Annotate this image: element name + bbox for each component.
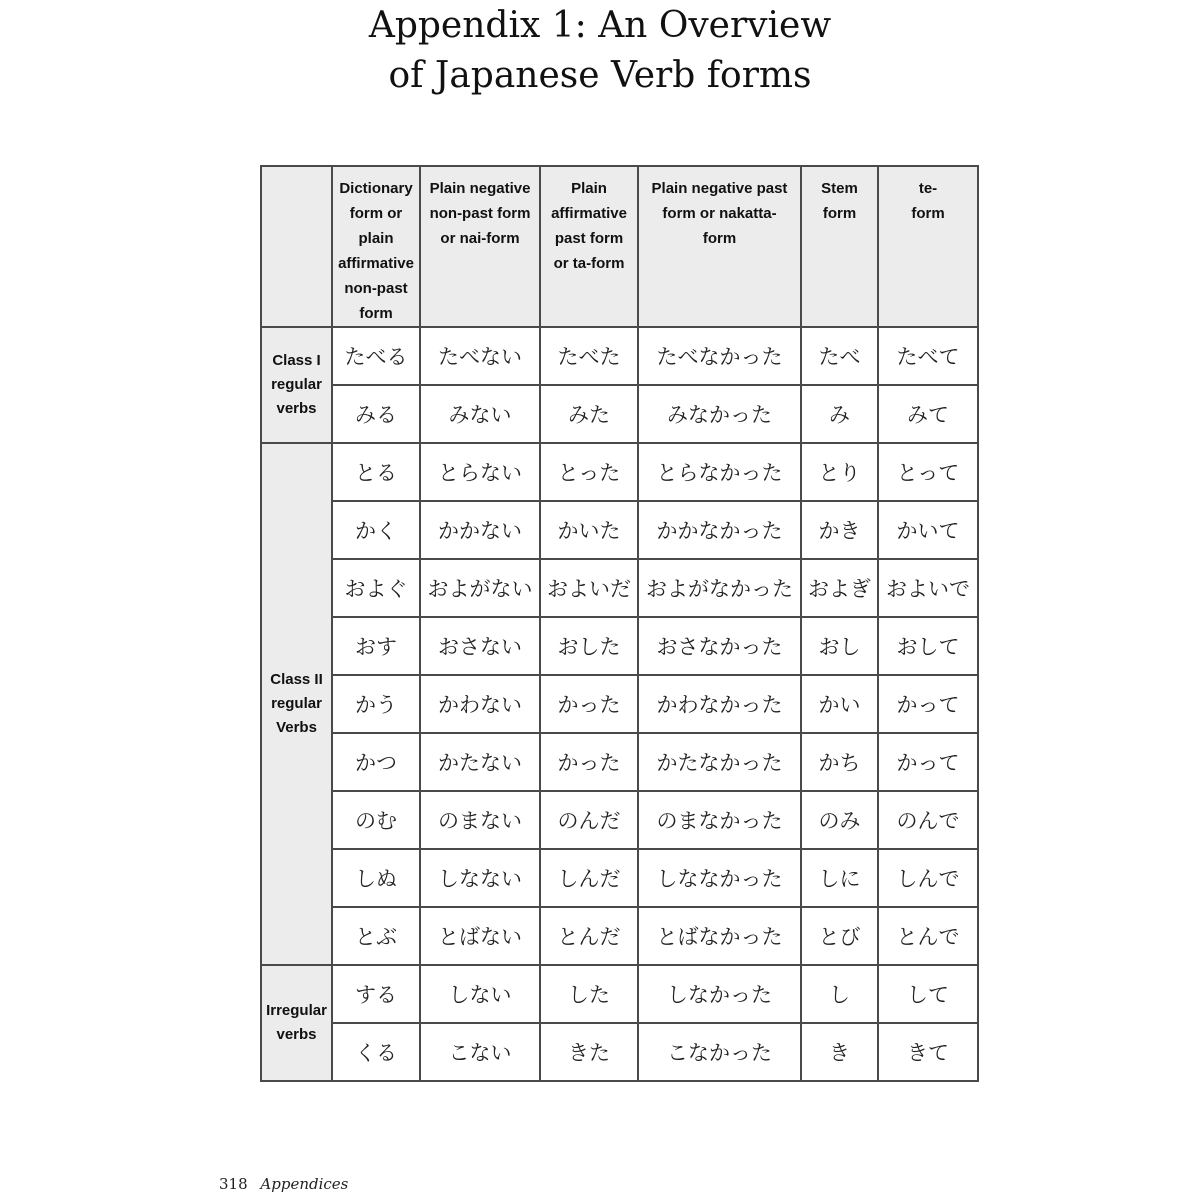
verb-form-cell: のみ [801,791,878,849]
verb-form-cell: しない [420,965,540,1023]
verb-class-label-line: regular [271,376,322,393]
column-header [420,166,540,327]
verb-form-cell: たべた [540,327,638,385]
verb-form-cell: とって [878,443,978,501]
verb-form-cell: おさない [420,617,540,675]
verb-form-cell: おし [801,617,878,675]
verb-form-cell: みなかった [638,385,801,443]
verb-form-cell: とり [801,443,878,501]
table-row [261,791,978,849]
column-header [801,166,878,327]
verb-form-cell: みない [420,385,540,443]
verb-class-label-line: verbs [276,400,317,417]
verb-form-cell: しなかった [638,965,801,1023]
verb-form-cell: した [540,965,638,1023]
verb-form-cell: とぶ [332,907,420,965]
verb-form-cell: およいだ [540,559,638,617]
verb-form-cell: かった [540,675,638,733]
verb-form-cell: かかなかった [638,501,801,559]
verb-class-label [261,443,332,965]
verb-class-label-line: Verbs [276,719,317,736]
verb-form-cell: きた [540,1023,638,1081]
verb-form-cell: おす [332,617,420,675]
verb-form-cell: のむ [332,791,420,849]
verb-form-cell: して [878,965,978,1023]
table-row [261,501,978,559]
column-header-line: form [822,205,857,222]
verb-form-cell: たべて [878,327,978,385]
column-header-line: form or [349,205,403,222]
verb-form-cell: とらなかった [638,443,801,501]
column-header [540,166,638,327]
column-header-line: te- [918,180,938,197]
verb-form-cell: とび [801,907,878,965]
verb-form-cell: たべなかった [638,327,801,385]
column-header-line: Plain negative past [651,180,788,197]
table-row [261,559,978,617]
column-header [332,166,420,327]
table-row [261,385,978,443]
verb-form-cell: こなかった [638,1023,801,1081]
verb-form-cell: かち [801,733,878,791]
verb-forms-table [260,165,979,1082]
verb-form-cell: のんだ [540,791,638,849]
verb-form-cell: かって [878,675,978,733]
verb-form-cell: のまなかった [638,791,801,849]
verb-form-cell: およぎ [801,559,878,617]
verb-form-cell: かつ [332,733,420,791]
column-header-line: non-past [344,280,408,297]
verb-form-cell: みる [332,385,420,443]
verb-form-cell: しんだ [540,849,638,907]
verb-form-cell: およがなかった [638,559,801,617]
column-header [261,166,332,327]
table-row [261,327,978,385]
verb-class-label-line: Class II [270,671,323,688]
verb-form-cell: き [801,1023,878,1081]
verb-form-cell: かかない [420,501,540,559]
verb-form-cell: かたなかった [638,733,801,791]
verb-form-cell: おした [540,617,638,675]
verb-form-cell: みて [878,385,978,443]
verb-form-cell: とんで [878,907,978,965]
verb-class-label-line: Class I [272,352,321,369]
column-header-line: non-past form [429,205,531,222]
verb-class-label-line: verbs [276,1026,317,1043]
verb-class-label-line: Irregular [266,1002,327,1019]
verb-form-cell: たべる [332,327,420,385]
verb-class-label-line: regular [271,695,322,712]
title-line-1: Appendix 1: An Overview [368,5,832,46]
verb-form-cell: かいて [878,501,978,559]
verb-form-cell: かいた [540,501,638,559]
column-header-line: Dictionary [339,180,413,197]
verb-form-cell: とばない [420,907,540,965]
table-row [261,849,978,907]
verb-form-cell: かう [332,675,420,733]
verb-form-cell: しんで [878,849,978,907]
verb-form-cell: かたない [420,733,540,791]
verb-form-cell: たべ [801,327,878,385]
column-header-line: or ta-form [553,255,625,272]
table-row [261,443,978,501]
table-header-row [261,166,978,327]
column-header-line: Plain negative [429,180,531,197]
column-header-line: affirmative [338,255,414,272]
verb-form-cell: し [801,965,878,1023]
verb-form-cell: かわない [420,675,540,733]
verb-form-cell: とばなかった [638,907,801,965]
column-header [878,166,978,327]
column-header-line: form or nakatta- [662,205,777,222]
verb-form-cell: かった [540,733,638,791]
verb-form-cell: み [801,385,878,443]
verb-form-cell: おして [878,617,978,675]
verb-form-cell: たべない [420,327,540,385]
page-number: 318 [219,1175,248,1193]
table-row [261,617,978,675]
verb-form-cell: とった [540,443,638,501]
column-header-line: form [911,205,945,222]
verb-form-cell: およがない [420,559,540,617]
table-body [261,327,978,1081]
column-header-line: form [702,230,737,247]
verb-form-cell: こない [420,1023,540,1081]
column-header [638,166,801,327]
page-footer [219,1175,348,1193]
verb-form-cell: およぐ [332,559,420,617]
verb-form-cell: かい [801,675,878,733]
table-row [261,675,978,733]
verb-form-cell: しに [801,849,878,907]
verb-form-cell: とんだ [540,907,638,965]
verb-form-cell: のまない [420,791,540,849]
column-header-line: or nai-form [440,230,520,247]
verb-form-cell: みた [540,385,638,443]
verb-form-cell: しぬ [332,849,420,907]
table-row [261,1023,978,1081]
verb-form-cell: かわなかった [638,675,801,733]
verb-class-label [261,965,332,1081]
title-line-2: of Japanese Verb forms [388,55,812,96]
verb-form-cell: とる [332,443,420,501]
table-row [261,907,978,965]
verb-class-label [261,327,332,443]
column-header-line: past form [554,230,624,247]
section-name: Appendices [260,1175,349,1193]
verb-form-cell: かき [801,501,878,559]
verb-form-cell: かって [878,733,978,791]
verb-form-cell: おさなかった [638,617,801,675]
verb-form-cell: かく [332,501,420,559]
column-header-line: form [359,305,393,322]
column-header-line: Plain [571,180,607,197]
page-title [0,0,1200,110]
table-row [261,965,978,1023]
verb-form-cell: する [332,965,420,1023]
column-header-line: affirmative [551,205,627,222]
verb-form-cell: およいで [878,559,978,617]
column-header-line: Stem [821,180,858,197]
verb-form-cell: しななかった [638,849,801,907]
verb-form-cell: とらない [420,443,540,501]
verb-form-cell: のんで [878,791,978,849]
column-header-line: plain [358,230,394,247]
verb-form-cell: くる [332,1023,420,1081]
table-row [261,733,978,791]
verb-form-cell: きて [878,1023,978,1081]
verb-form-cell: しなない [420,849,540,907]
